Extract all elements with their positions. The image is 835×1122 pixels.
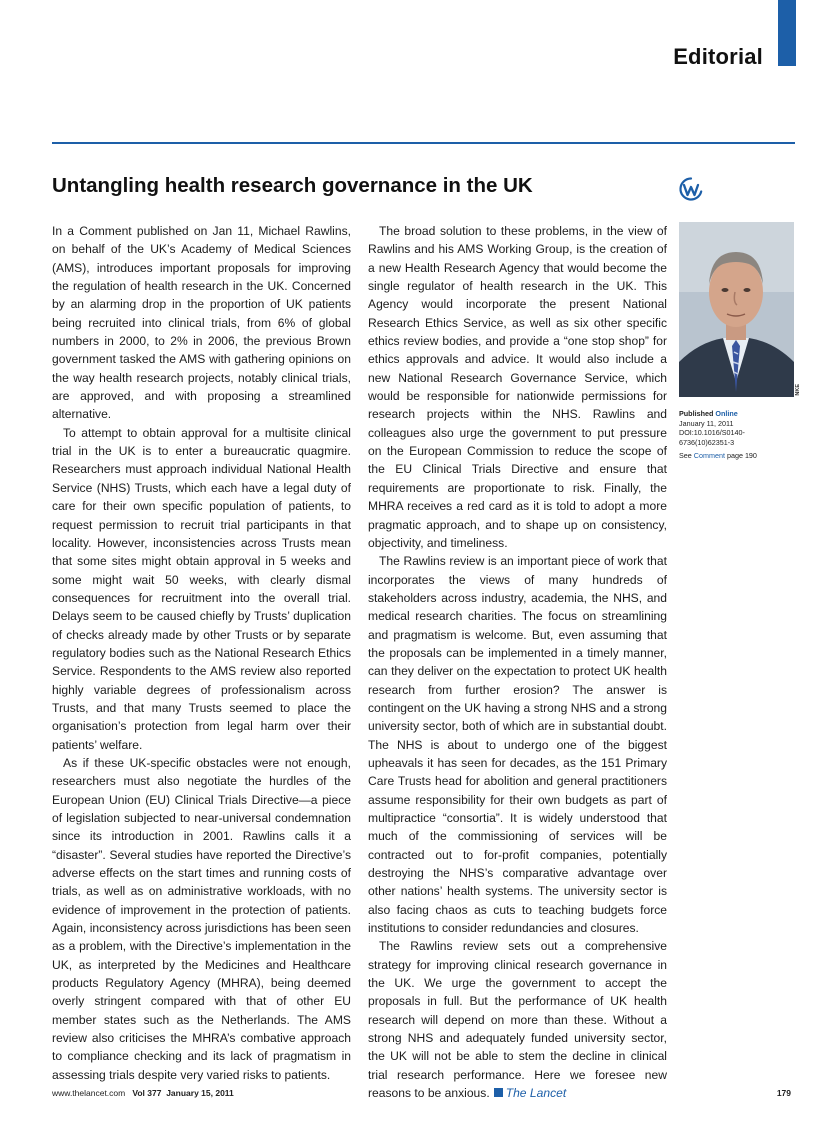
signature: The Lancet: [505, 1086, 567, 1101]
paragraph: The broad solution to these problems, in the view of Rawlins and his AMS Working Group, is the creation of a new Health Research Agency that would become the single regulator of health research in the UK. This Agency would incorporate the present National Research Ethics Service, as well as six other specific ethics review bodies, and provide a “one stop shop” for ethics approvals and advice. It would also include a new National Research Governance Service, which would be responsible for nationwide permissions for research projects within the NHS. Rawlins and colleagues also urge the government to put pressure on the European Commission to reduce the scope of the EU Clinical Trials Directive and ensure that requirements are proportionate to risk. Finally, the MHRA receives a red card as it is told to adopt a more pragmatic approach, and to shape up on consistency, objectivity, and timeliness.: [368, 224, 667, 550]
footer-citation: [52, 1088, 234, 1098]
footer-site[interactable]: www.thelancet.com: [52, 1088, 126, 1098]
comment-link[interactable]: Comment: [693, 451, 725, 461]
published-label: Published: [679, 409, 714, 418]
paragraph: The Rawlins review is an important piece of work that incorporates the views of many hundreds of stakeholders across industry, academia, the NHS, and medical research charities. The focus on streamlining and pragmatism is welcome. But, even assuming that the proposals can be implemented in a timely manner, can they deliver on the expectation to protect UK health research from further erosion? The answer is contingent on the UK having a strong NHS and a strong university sector, both of which are in substantial doubt. The NHS is about to undergo one of the biggest upheavals it has seen for decades, as the 151 Primary Care Trusts head for abolition and general practitioners assume responsibility for their own budgets as part of multipractice “consortia”. It is widely understood that much of the commissioning of services will be contracted out to for-profit companies, potentially destroying the NHS’s comparative advantage over other nations’ health systems. The university sector is also facing chaos as cuts to teaching budgets force institutions to consider redundancies and closures.: [368, 554, 667, 936]
footer-volume: Vol 377: [132, 1088, 162, 1098]
publication-info: [679, 409, 789, 461]
author-photo: [679, 222, 794, 397]
see-comment-line: [679, 451, 789, 461]
article-title: Untangling health research governance in the UK: [52, 174, 533, 197]
photo-credit: NKE: [795, 384, 801, 396]
header-rule: [52, 142, 795, 144]
article-left-column: [52, 222, 351, 1084]
accent-bar: [778, 0, 796, 66]
paragraph: As if these UK-specific obstacles were not enough, researchers must also negotiate the hurdles of the European Union (EU) Clinical Trials Directive—a piece of legislation subjected to near-universal condemnation since its introduction in 2001. Rawlins calls it a “disaster”. Several studies have reported the Directive’s adverse effects on the start times and running costs of trials, as well as on administrative workloads, with no evidence of improvement in the protection of patients. Again, inconsistency across jurisdictions has been seen as a problem, with the Directive’s implementation in the UK, as interpreted by the Medicines and Healthcare products Regulatory Agency (MHRA), being deemed overly stringent compared with that of other EU member states such as the Netherlands. The AMS review also criticises the MHRA’s combative approach to compliance checking and its lack of pragmatism in assessing trials despite very varied risks to patients.: [52, 755, 351, 1082]
section-label: Editorial: [673, 44, 763, 69]
page-number: 179: [776, 1088, 791, 1098]
paragraph: To attempt to obtain approval for a multisite clinical trial in the UK is to enter a bureaucratic quagmire. Researchers must approach individual National Health Service (NHS) Trusts, which each have a legal duty of care for their own specific population of patients, to request permission to recruit trial participants in that locality. However, inconsistencies across Trusts mean that some sites might obtain approval in 5 weeks and some might wait 50 weeks, with clearly dismal consequences for recruitment into the overall trial. Delays seem to be caused chiefly by Trusts’ duplication of checks already made by other Trusts or by separate regulatory bodies such as the National Research Ethics Service. Respondents to the AMS review also reported highly variable degrees of professionalism across Trusts, and that many Trusts seemed to place the organisation’s protection from legal harm over their patients’ welfare.: [52, 425, 351, 752]
paragraph: In a Comment published on Jan 11, Michael Rawlins, on behalf of the UK’s Academy of Medical Sciences (AMS), introduces important proposals for improving the regulation of health research in the UK. Concerned by an alarming drop in the proportion of UK patients being recruited into clinical trials, from 6% of global numbers in 2000, to 2% in 2006, the previous Brown government tasked the AMS with gathering opinions on the way health research projects, notably clinical trials, are approved, and with proposing a streamlined alternative.: [52, 224, 351, 422]
published-online: Online: [715, 409, 738, 418]
end-square-icon: [494, 1088, 503, 1097]
article-right-column: [368, 222, 667, 1103]
web-extra-w-icon[interactable]: [678, 176, 704, 202]
published-date: January 11, 2011: [679, 418, 734, 428]
footer-date: January 15, 2011: [166, 1088, 234, 1098]
see-page: page 190: [726, 451, 757, 461]
see-label: See: [679, 451, 692, 461]
paragraph-text: The Rawlins review sets out a comprehensive strategy for improving clinical research governance in the UK. We urge the government to accept the proposals in full. But the performance of UK health research will depend on more than these. Without a strong NHS and adequately funded university sector, the UK will not be able to stem the decline in clinical trial research performance. Here we foresee new reasons to be anxious.: [368, 939, 667, 1101]
doi-line-2: 6736(10)62351-3: [679, 437, 735, 447]
doi-line-1: DOI:10.1016/S0140-: [679, 428, 745, 438]
closing-paragraph: [368, 937, 667, 1102]
published-line: [679, 409, 789, 419]
